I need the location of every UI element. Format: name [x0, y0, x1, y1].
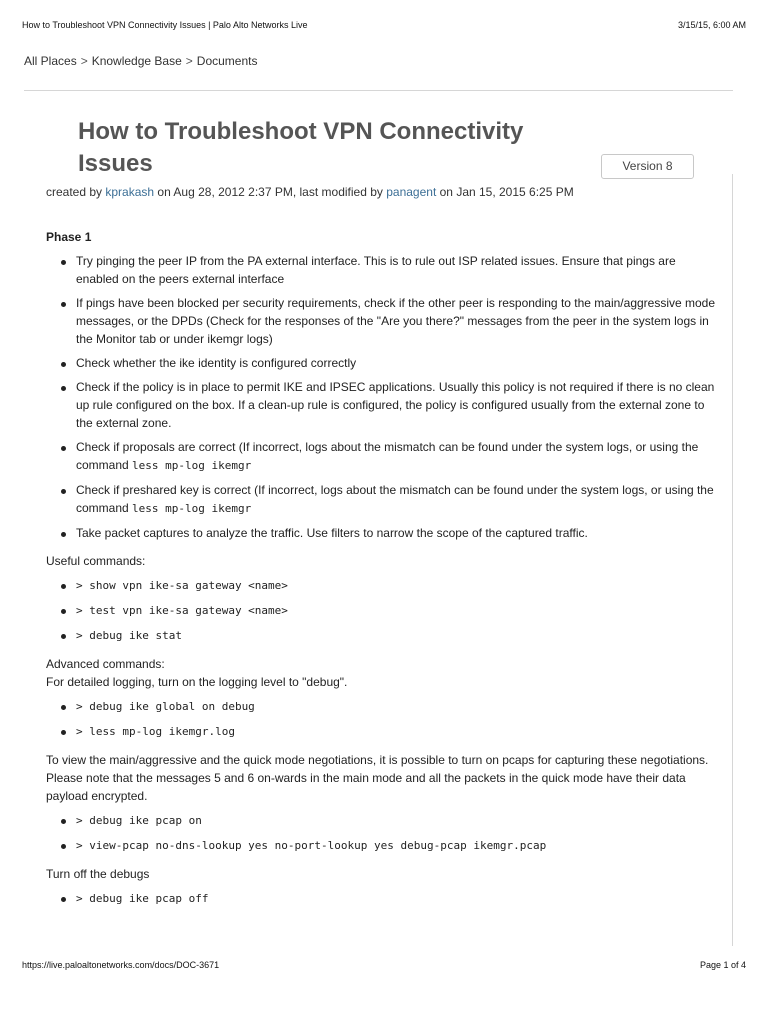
useful-commands-heading: Useful commands:: [46, 554, 146, 568]
bullet-icon: [61, 730, 66, 735]
author-link[interactable]: kprakash: [105, 185, 155, 199]
bullet-icon: [61, 362, 66, 367]
content-frame-top-border: [24, 90, 733, 91]
breadcrumb-separator: >: [80, 54, 88, 68]
meta-created-prefix: created by: [46, 185, 106, 199]
advanced-commands-intro: For detailed logging, turn on the logging level to "debug".: [46, 675, 348, 689]
list-item-text: If pings have been blocked per security requirements, check if the other peer is responding to the main/aggressive mode messages, or the DPDs (Check for the responses of the "Are you there?" messages from the peer in the system logs in the Monitor tab or under ikemgr logs): [76, 296, 716, 346]
modifier-link[interactable]: panagent: [386, 185, 437, 199]
bullet-icon: [61, 897, 66, 902]
document-meta: [46, 185, 574, 199]
turn-off-commands-list: [46, 889, 718, 908]
command-item: [46, 626, 718, 645]
command-item: [46, 811, 718, 830]
bullet-icon: [61, 489, 66, 494]
list-item: [46, 524, 718, 542]
advanced-commands-heading: Advanced commands:: [46, 657, 165, 671]
list-item-text: Check if preshared key is correct (If incorrect, logs about the mismatch can be found under the system logs, or using the command: [76, 483, 714, 515]
version-button[interactable]: Version 8: [601, 154, 694, 179]
command-text: > test vpn ike-sa gateway <name>: [76, 604, 288, 617]
breadcrumb-knowledge-base[interactable]: Knowledge Base: [91, 54, 182, 68]
advanced-commands-list: [46, 697, 718, 741]
list-item: [46, 252, 718, 288]
command-text: > debug ike global on debug: [76, 700, 255, 713]
bullet-icon: [61, 584, 66, 589]
command-text: > view-pcap no-dns-lookup yes no-port-lookup yes debug-pcap ikemgr.pcap: [76, 839, 547, 852]
bullet-icon: [61, 705, 66, 710]
print-footer: [22, 960, 746, 974]
list-item-text: Check if proposals are correct (If incorrect, logs about the mismatch can be found under the system logs, or using the command: [76, 440, 699, 472]
inline-command: less mp-log ikemgr: [132, 502, 252, 515]
pcap-paragraph: To view the main/aggressive and the quick mode negotiations, it is possible to turn on pcaps for capturing these negotiations. Please note that the messages 5 and 6 on-wards in the main mode and all the packets in the quick mode have their data payload encrypted.: [46, 753, 709, 803]
bullet-icon: [61, 302, 66, 307]
command-text: > less mp-log ikemgr.log: [76, 725, 235, 738]
command-item: [46, 576, 718, 595]
content-frame-right-border: [732, 174, 733, 946]
list-item-text: Take packet captures to analyze the traffic. Use filters to narrow the scope of the captured traffic.: [76, 526, 588, 540]
command-text: > show vpn ike-sa gateway <name>: [76, 579, 288, 592]
breadcrumb-all-places[interactable]: All Places: [24, 54, 77, 68]
useful-commands-list: [46, 576, 718, 645]
page-title-line-1: How to Troubleshoot VPN Connectivity: [78, 118, 524, 145]
page-title-line-2: Issues: [78, 150, 153, 177]
print-footer-url: https://live.paloaltonetworks.com/docs/DOC-3671: [22, 960, 220, 970]
pcap-commands-list: [46, 811, 718, 855]
phase-1-list: [46, 252, 718, 542]
command-item: [46, 889, 718, 908]
bullet-icon: [61, 819, 66, 824]
phase-heading: Phase 1: [46, 230, 92, 244]
turn-off-heading: Turn off the debugs: [46, 867, 150, 881]
list-item: [46, 378, 718, 432]
command-item: [46, 836, 718, 855]
bullet-icon: [61, 634, 66, 639]
print-footer-page: Page 1 of 4: [699, 960, 746, 970]
list-item: [46, 294, 718, 348]
print-header-title: How to Troubleshoot VPN Connectivity Issues | Palo Alto Networks Live: [22, 20, 308, 30]
list-item: [46, 438, 718, 475]
bullet-icon: [61, 260, 66, 265]
meta-created-on: on Aug 28, 2012 2:37 PM, last modified by: [154, 185, 387, 199]
list-item-text: Check if the policy is in place to permit IKE and IPSEC applications. Usually this policy is not required if there is no clean up rule configured on the box. If a clean-up rule is configured, the policy is configured usually from the external zone to the external zone.: [76, 380, 715, 430]
command-text: > debug ike pcap on: [76, 814, 202, 827]
bullet-icon: [61, 844, 66, 849]
list-item-text: Try pinging the peer IP from the PA external interface. This is to rule out ISP related issues. Ensure that pings are enabled on the peers external interface: [76, 254, 676, 286]
document-body: [46, 228, 718, 918]
command-item: [46, 697, 718, 716]
command-text: > debug ike stat: [76, 629, 182, 642]
bullet-icon: [61, 609, 66, 614]
breadcrumb: [24, 54, 258, 68]
bullet-icon: [61, 446, 66, 451]
page-title: [78, 116, 598, 180]
list-item: [46, 481, 718, 518]
bullet-icon: [61, 386, 66, 391]
command-item: [46, 722, 718, 741]
command-item: [46, 601, 718, 620]
list-item-text: Check whether the ike identity is configured correctly: [76, 356, 357, 370]
breadcrumb-separator: >: [185, 54, 193, 68]
print-header: [22, 20, 746, 34]
breadcrumb-documents[interactable]: Documents: [196, 54, 258, 68]
print-header-date: 3/15/15, 6:00 AM: [677, 20, 746, 30]
bullet-icon: [61, 532, 66, 537]
inline-command: less mp-log ikemgr: [132, 459, 252, 472]
command-text: > debug ike pcap off: [76, 892, 209, 905]
meta-modified-on: on Jan 15, 2015 6:25 PM: [436, 185, 574, 199]
list-item: [46, 354, 718, 372]
